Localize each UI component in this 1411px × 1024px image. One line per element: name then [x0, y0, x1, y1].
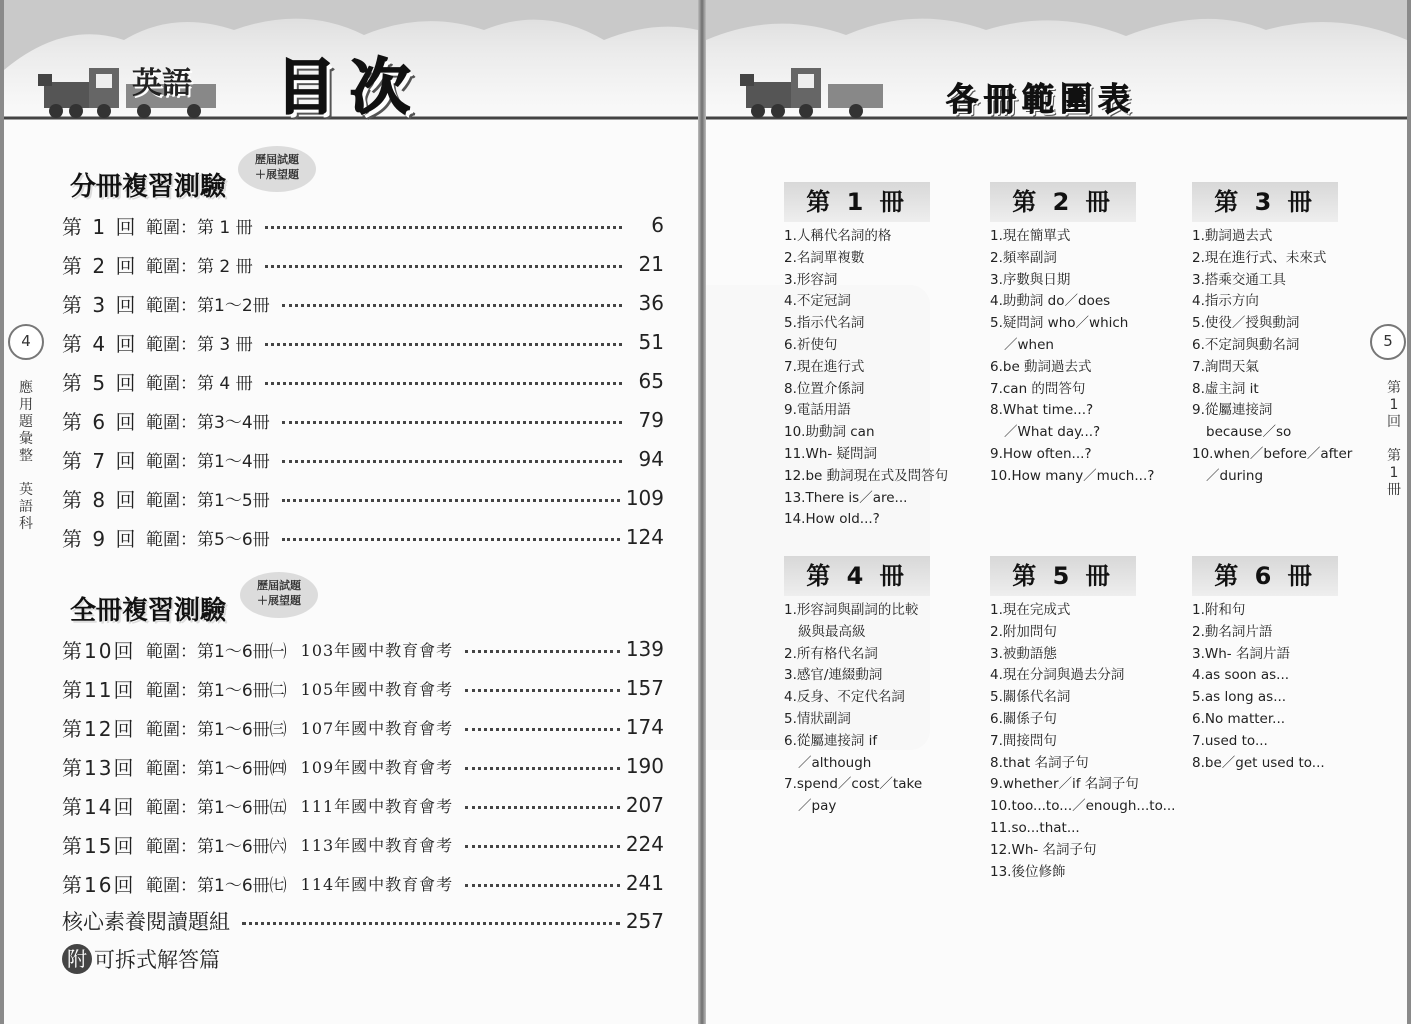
bubble-line: 歷屆試題	[255, 153, 299, 166]
volume-topic-item: 4.反身、不定代名詞	[784, 689, 905, 706]
volume-topic-item: 6.No matter...	[1192, 710, 1286, 727]
toc-page: 174	[625, 715, 664, 739]
volume-heading: 第 6 冊	[1192, 556, 1338, 596]
volume-topic-item: 5.as long as...	[1192, 689, 1287, 706]
volume-topic-item: 1.動詞過去式	[1192, 228, 1273, 244]
volume-topic-item: 9.電話用語	[784, 402, 851, 419]
volume-heading: 第 4 冊	[784, 556, 930, 596]
banner	[706, 0, 1407, 122]
toc-range: 範圍：第 1 冊	[146, 217, 253, 238]
volume-topic-item: 14.How old...?	[784, 511, 880, 528]
volume-topic-item: 5.關係代名詞	[990, 689, 1071, 706]
toc-page: 65	[638, 369, 664, 393]
volume-topic-item: 4.助動詞 do／does	[990, 293, 1111, 310]
toc-range: 範圍：第1～2冊	[146, 295, 270, 316]
volume-topic-item: 7.詢問天氣	[1192, 358, 1259, 375]
toc-number: 第12回	[62, 716, 136, 741]
leader-dots	[465, 650, 620, 653]
leader-dots	[265, 382, 622, 385]
toc-label: 可拆式解答篇	[94, 948, 220, 972]
toc-range: 範圍：第3～4冊	[146, 412, 270, 433]
volume-topic-item: 8.that 名詞子句	[990, 754, 1089, 771]
section-heading-volume-review: 分冊複習測驗	[70, 172, 227, 202]
volume-topic-item: 5.指示代名詞	[784, 315, 865, 332]
toc-page: 124	[625, 525, 664, 549]
volume-topic-item: 4.不定冠詞	[784, 293, 851, 310]
book-gutter	[698, 0, 706, 1024]
side-label-char: 題	[19, 414, 33, 430]
toc-number: 第 8 回	[62, 487, 138, 512]
right-page	[706, 0, 1407, 1024]
side-label-char: 1	[1389, 397, 1399, 413]
leader-dots	[465, 689, 620, 692]
volume-heading: 第 1 冊	[784, 182, 930, 222]
page-title: 目次	[276, 53, 424, 123]
volume-topic-item: 3.序數與日期	[990, 271, 1071, 288]
volume-topic-item: 11.Wh- 疑問詞	[784, 445, 878, 462]
volume-topic-item: 13.後位修飾	[990, 863, 1066, 880]
volume-topic-item: 12.be 動詞現在式及問答句	[784, 467, 949, 484]
volume-topic-item: 10.助動詞 can	[784, 424, 875, 441]
toc-range: 範圍：第1～6冊㈤	[146, 797, 287, 818]
toc-exam: 105年國中教育會考	[300, 679, 454, 699]
side-label-char: 應	[19, 380, 33, 396]
volume-topic-item: 2.頻率副詞	[990, 249, 1057, 266]
toc-row[interactable]	[62, 634, 664, 664]
volume-heading: 第 2 冊	[990, 182, 1136, 222]
banner	[4, 0, 698, 122]
side-label-char: 1	[1389, 465, 1399, 481]
toc-row[interactable]	[62, 483, 664, 513]
volume-topic-item: because／so	[1206, 424, 1292, 441]
volume-topic-item: ／pay	[798, 798, 837, 815]
volume-topic-item: 8.be／get used to...	[1192, 754, 1325, 771]
volume-topic-item: 9.How often...?	[990, 445, 1092, 462]
toc-page: 157	[625, 676, 664, 700]
toc-row[interactable]	[62, 673, 664, 703]
volume-topic-item: 3.被動語態	[990, 645, 1057, 662]
side-label-char: 英	[19, 482, 33, 498]
leader-dots	[242, 922, 620, 925]
toc-page: 224	[625, 832, 664, 856]
toc-range: 範圍：第1～4冊	[146, 451, 270, 472]
section-heading-full-review: 全冊複習測驗	[70, 596, 227, 626]
toc-page: 109	[625, 486, 664, 510]
page-number-tab: 4	[8, 324, 44, 360]
volume-column	[990, 556, 1180, 883]
toc-page: 6	[651, 213, 664, 237]
toc-row[interactable]	[62, 405, 664, 435]
toc-number: 第10回	[62, 638, 136, 663]
leader-dots	[282, 421, 622, 424]
volume-topic-item: 9.從屬連接詞	[1192, 402, 1273, 419]
past-exam-bubble	[238, 146, 316, 192]
toc-range: 範圍：第 2 冊	[146, 256, 253, 277]
toc-range: 範圍：第1～6冊㈣	[146, 758, 287, 779]
volume-topic-item: 6.be 動詞過去式	[990, 358, 1092, 375]
toc-row[interactable]	[62, 444, 664, 474]
volume-column	[1192, 556, 1382, 774]
train-icon	[34, 64, 224, 119]
toc-number: 第 9 回	[62, 526, 138, 551]
volume-topic-item: 8.虛主詞 it	[1192, 380, 1259, 397]
leader-dots	[465, 728, 620, 731]
volume-topic-item: 2.名詞單複數	[784, 249, 865, 266]
volume-topic-item: 6.關係子句	[990, 710, 1057, 727]
toc-number: 第15回	[62, 833, 136, 858]
toc-row[interactable]	[62, 712, 664, 742]
leader-dots	[465, 806, 620, 809]
past-exam-bubble	[240, 572, 318, 618]
volume-topic-item: 3.感官/連綴動詞	[784, 667, 883, 684]
toc-exam: 114年國中教育會考	[300, 874, 454, 894]
toc-page: 36	[638, 291, 664, 315]
volume-topic-item: 1.現在簡單式	[990, 228, 1071, 244]
leader-dots	[465, 767, 620, 770]
volume-topic-item: 2.所有格代名詞	[784, 645, 878, 662]
volume-topic-item: 10.How many／much...?	[990, 467, 1155, 484]
toc-row[interactable]	[62, 522, 664, 552]
toc-number: 第 1 回	[62, 214, 138, 239]
volume-topic-item: 4.as soon as...	[1192, 667, 1290, 684]
volume-topic-item: 1.附和句	[1192, 602, 1246, 618]
toc-page: 257	[625, 909, 664, 933]
leader-dots	[265, 265, 622, 268]
toc-row-core-reading[interactable]	[62, 906, 664, 936]
volume-topic-item: 1.形容詞與副詞的比較	[784, 602, 919, 618]
toc-number: 第11回	[62, 677, 136, 702]
side-label-char: 回	[1387, 414, 1401, 430]
toc-number: 第 3 回	[62, 292, 138, 317]
side-label-char	[18, 465, 34, 482]
volume-topic-item: 5.疑問詞 who／which	[990, 315, 1129, 332]
toc-range: 範圍：第1～6冊㈥	[146, 836, 287, 857]
toc-row[interactable]	[62, 829, 664, 859]
leader-dots	[282, 538, 620, 541]
side-label-char: 語	[19, 499, 33, 515]
volume-topic-item: 1.人稱代名詞的格	[784, 228, 892, 244]
attachment-badge: 附	[62, 944, 92, 974]
toc-range: 範圍：第1～6冊㈢	[146, 719, 287, 740]
toc-exam: 111年國中教育會考	[300, 796, 454, 816]
volume-topic-item: 3.搭乘交通工具	[1192, 271, 1286, 288]
toc-row-answer-booklet[interactable]	[62, 944, 664, 974]
toc-number: 第14回	[62, 794, 136, 819]
volume-topic-item: 5.情狀副詞	[784, 710, 851, 727]
toc-page: 21	[638, 252, 664, 276]
volume-topic-item: 1.現在完成式	[990, 602, 1071, 618]
toc-row[interactable]	[62, 366, 664, 396]
toc-exam: 109年國中教育會考	[300, 757, 454, 777]
page-number-tab: 5	[1370, 324, 1406, 360]
toc-number: 第 6 回	[62, 409, 138, 434]
toc-exam: 107年國中教育會考	[300, 718, 454, 738]
bubble-line: ＋展望題	[255, 168, 299, 181]
toc-row[interactable]	[62, 288, 664, 318]
toc-range: 範圍：第1～5冊	[146, 490, 270, 511]
toc-row[interactable]	[62, 751, 664, 781]
subject-label: 英語	[132, 66, 192, 101]
volume-column	[784, 182, 974, 531]
toc-page: 51	[638, 330, 664, 354]
volume-column	[990, 182, 1180, 488]
toc-range: 範圍：第5～6冊	[146, 529, 270, 550]
toc-number: 第 7 回	[62, 448, 138, 473]
volume-topic-item: 7.現在進行式	[784, 358, 865, 375]
volume-topic-item: 4.現在分詞與過去分詞	[990, 667, 1125, 684]
volume-heading: 第 5 冊	[990, 556, 1136, 596]
volume-topic-item: 8.What time...?	[990, 402, 1094, 419]
volume-topic-item: ／when	[1004, 336, 1054, 353]
toc-row[interactable]	[62, 249, 664, 279]
leader-dots	[265, 343, 622, 346]
volume-topic-item: 7.spend／cost／take	[784, 776, 923, 793]
toc-range: 範圍：第1～6冊㈡	[146, 680, 287, 701]
toc-number: 第16回	[62, 872, 136, 897]
side-label-char: 科	[19, 516, 33, 532]
side-label-char	[1386, 431, 1402, 448]
side-label	[18, 380, 34, 533]
toc-row[interactable]	[62, 868, 664, 898]
volume-topic-item: 級與最高級	[798, 623, 866, 640]
volume-topic-item: 2.附加問句	[990, 623, 1057, 640]
toc-exam: 113年國中教育會考	[300, 835, 454, 855]
bubble-line: ＋展望題	[257, 594, 301, 607]
volume-topic-item: 5.使役／授與動詞	[1192, 315, 1300, 332]
left-page	[4, 0, 698, 1024]
volume-topic-item: ／What day...?	[1004, 424, 1101, 441]
toc-number: 第 2 回	[62, 253, 138, 278]
toc-page: 241	[625, 871, 664, 895]
volume-topic-item: 6.不定詞與動名詞	[1192, 336, 1300, 353]
volume-topic-item: 2.現在進行式、未來式	[1192, 249, 1327, 266]
toc-row[interactable]	[62, 327, 664, 357]
toc-label: 核心素養閱讀題組	[62, 910, 230, 934]
leader-dots	[282, 460, 622, 463]
train-icon	[736, 64, 886, 119]
side-label-char: 冊	[1387, 482, 1401, 498]
toc-range: 範圍：第 4 冊	[146, 373, 253, 394]
volume-topic-item: 6.祈使句	[784, 336, 838, 353]
side-label-char: 第	[1387, 380, 1401, 396]
side-label	[1386, 380, 1402, 499]
toc-row[interactable]	[62, 210, 664, 240]
volume-topic-item: 7.used to...	[1192, 732, 1268, 749]
leader-dots	[465, 884, 620, 887]
volume-heading: 第 3 冊	[1192, 182, 1338, 222]
toc-page: 94	[638, 447, 664, 471]
volume-topic-item: 2.動名詞片語	[1192, 623, 1273, 640]
volume-topic-item: 7.can 的問答句	[990, 380, 1086, 397]
volume-topic-item: 6.從屬連接詞 if	[784, 732, 878, 749]
volume-topic-item: 4.指示方向	[1192, 293, 1259, 310]
volume-topic-item: 13.There is／are...	[784, 489, 908, 506]
toc-page: 207	[625, 793, 664, 817]
volume-topic-item: ／during	[1206, 467, 1264, 484]
volume-topic-item: 3.形容詞	[784, 271, 838, 288]
leader-dots	[282, 304, 622, 307]
volume-topic-item: 7.間接問句	[990, 732, 1057, 749]
volume-topic-item: 10.when／before／after	[1192, 445, 1353, 462]
volume-topic-item: 11.so...that...	[990, 819, 1080, 836]
side-label-char: 用	[19, 397, 33, 413]
bubble-line: 歷屆試題	[257, 579, 301, 592]
leader-dots	[282, 499, 620, 502]
toc-page: 139	[625, 637, 664, 661]
side-label-char: 第	[1387, 448, 1401, 464]
toc-exam: 103年國中教育會考	[300, 640, 454, 660]
volume-column	[784, 556, 974, 818]
volume-topic-item: 8.位置介係詞	[784, 380, 865, 397]
toc-number: 第 5 回	[62, 370, 138, 395]
toc-row[interactable]	[62, 790, 664, 820]
volume-topic-item: ／although	[798, 754, 872, 771]
toc-page: 190	[625, 754, 664, 778]
page-title: 各冊範圍表	[946, 80, 1137, 118]
volume-topic-item: 10.too...to...／enough...to...	[990, 798, 1176, 815]
volume-topic-item: 12.Wh- 名詞子句	[990, 841, 1097, 858]
toc-range: 範圍：第 3 冊	[146, 334, 253, 355]
toc-range: 範圍：第1～6冊㈠	[146, 641, 287, 662]
volume-column	[1192, 182, 1382, 488]
toc-number: 第13回	[62, 755, 136, 780]
side-label-char: 彙	[19, 431, 33, 447]
volume-topic-item: 9.whether／if 名詞子句	[990, 776, 1139, 793]
leader-dots	[265, 226, 622, 229]
toc-range: 範圍：第1～6冊㈦	[146, 875, 287, 896]
leader-dots	[465, 845, 620, 848]
toc-number: 第 4 回	[62, 331, 138, 356]
side-label-char: 整	[19, 448, 33, 464]
volume-topic-item: 3.Wh- 名詞片語	[1192, 645, 1290, 662]
toc-page: 79	[638, 408, 664, 432]
